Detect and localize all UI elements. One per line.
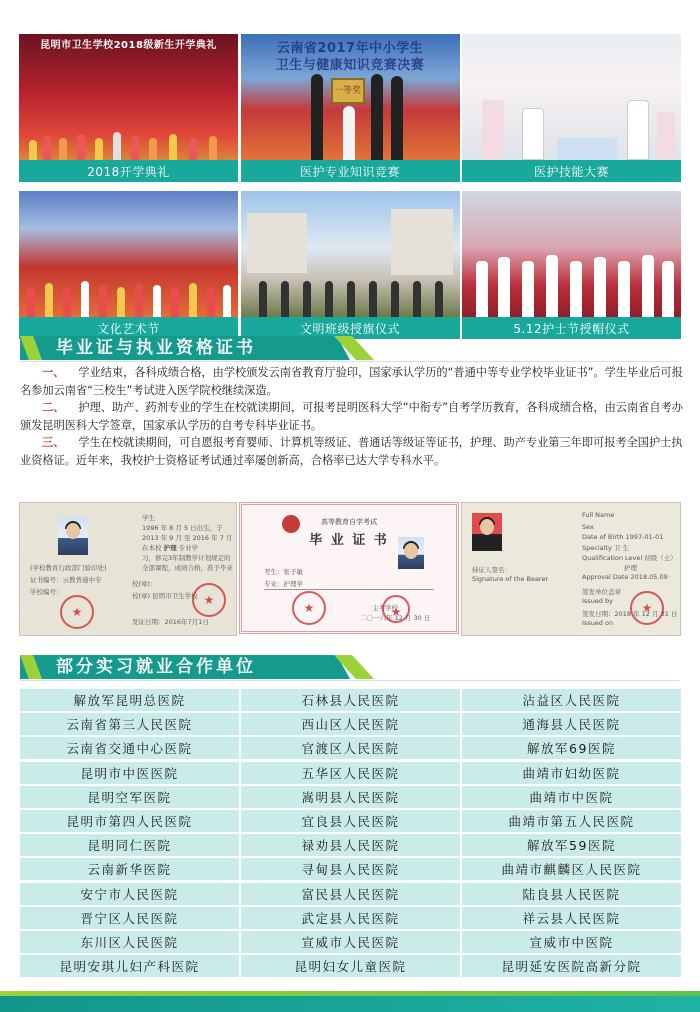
official-seal — [192, 583, 226, 617]
photo-card-arts — [19, 191, 238, 339]
photo-card-nurses-day — [462, 191, 681, 339]
photo-caption: 医护技能大赛 — [462, 160, 681, 182]
footer-bar — [0, 996, 700, 1012]
section-title: 毕业证与执业资格证书 — [56, 338, 256, 358]
emblem-icon — [282, 515, 300, 533]
cert-text: 主考学校 — [372, 604, 398, 612]
cert-text: Issued on — [582, 619, 614, 627]
partner-hospitals-grid — [20, 689, 680, 977]
partner-hospital: 昆明安琪儿妇产科医院 — [20, 955, 239, 977]
paragraph-number: 二、 — [42, 401, 65, 415]
photo-opening-ceremony — [19, 34, 238, 160]
partner-hospital: 宣威市人民医院 — [241, 931, 460, 953]
photo-banner: 云南省2017年中小学生 — [276, 41, 424, 56]
partner-hospital: 昆明妇女儿童医院 — [241, 955, 460, 977]
partner-hospital: 官渡区人民医院 — [241, 737, 460, 759]
cert-title: 毕 业 证 书 — [309, 533, 389, 548]
photo-banner-2: 卫生与健康知识竞赛决赛 — [275, 58, 425, 73]
section-header-certificates — [20, 332, 680, 362]
photo-arts-festival — [19, 191, 238, 317]
paragraph-number: 一、 — [42, 366, 65, 379]
crowd — [19, 110, 238, 160]
cert-text: Issued by — [582, 597, 613, 605]
certificate-secondary-diploma — [19, 502, 237, 636]
photo-card-opening — [19, 34, 238, 182]
partner-hospital: 五华区人民医院 — [241, 762, 460, 784]
official-seal — [630, 591, 664, 625]
photo-caption: 文明班级授旗仪式 — [241, 317, 460, 339]
cert-text: 发证日期：2016年7月1日 — [132, 618, 209, 626]
paragraph-text: 学业结束，各科成绩合格，由学校颁发云南省教育厅验印，国家承认学历的“普通中等专业学校毕业证书”。学生毕业后可报名参加云南省“三校生”考试进入医学院校继续深造。 — [20, 366, 683, 397]
cert-text: Full Name — [582, 511, 615, 519]
photo-skills-contest — [462, 34, 681, 160]
cert-text: 校(章) 昆明市卫生学校 — [132, 592, 198, 600]
partner-hospital: 解放军昆明总医院 — [20, 689, 239, 711]
cert-text: Approval Date 2018.05.09 — [582, 573, 668, 581]
photo-card-contest — [241, 34, 460, 182]
partner-hospital: 禄劝县人民医院 — [241, 834, 460, 856]
partner-hospital: 宣威市中医院 — [462, 931, 681, 953]
partner-hospital: 嵩明县人民医院 — [241, 786, 460, 808]
cert-text: 二〇一六年 12 月 30 日 — [360, 614, 431, 622]
partner-hospital: 通海县人民医院 — [462, 713, 681, 735]
partner-hospital: 武定县人民医院 — [241, 907, 460, 929]
award-plaque: 一等奖 — [331, 78, 365, 104]
cert-header: 高等教育自学考试 — [321, 518, 377, 526]
photo-banner: 昆明市卫生学校2018级新生开学典礼 — [40, 40, 217, 51]
cert-text: Specialty 卫 生 — [582, 544, 629, 552]
partner-hospital: 曲靖市中医院 — [462, 786, 681, 808]
cert-text: 签发单位盖章 — [582, 588, 621, 596]
holder-photo — [472, 513, 502, 551]
paragraph-2 — [20, 399, 685, 434]
partner-hospital: 云南新华医院 — [20, 858, 239, 880]
cert-text: (学校教育行政部门验印处) — [30, 564, 107, 572]
cert-text: Date of Birth 1997-01-01 — [582, 533, 664, 541]
photo-caption: 5.12护士节授帽仪式 — [462, 317, 681, 339]
partner-hospital: 富民县人民医院 — [241, 883, 460, 905]
partner-hospital: 云南省第三人民医院 — [20, 713, 239, 735]
cert-text: Sex — [582, 523, 594, 531]
partner-hospital: 昆明空军医院 — [20, 786, 239, 808]
certificate-nurse-license — [461, 502, 681, 636]
partner-hospital: 昆明市第四人民医院 — [20, 810, 239, 832]
paragraph-text: 学生在校就读期间，可自愿报考育婴师、计算机等级证、普通话等级证等证书，护理、助产专业第三年即可报考全国护士执业资格证。近年来，我校护士资格证考试通过率屡创新高，合格率已达大学专科水平。 — [20, 436, 683, 467]
photo-caption: 文化艺术节 — [19, 317, 238, 339]
cert-text: 签发日期：2018 年 12 月 31 日 — [582, 610, 678, 618]
cert-text: 全部课程，成绩合格，准予毕业 — [142, 564, 233, 572]
nurse-rows — [462, 247, 681, 317]
official-seal — [292, 591, 326, 625]
partner-hospital: 昆明同仁医院 — [20, 834, 239, 856]
cert-text: 校(章)： — [132, 580, 157, 588]
partner-hospital: 曲靖市第五人民医院 — [462, 810, 681, 832]
cert-text: 专业：护理学 — [264, 580, 303, 588]
partner-hospital: 安宁市人民医院 — [20, 883, 239, 905]
partner-hospital: 西山区人民医院 — [241, 713, 460, 735]
cert-text: 在本校 护理 专业学 — [142, 544, 199, 552]
cert-text: 考生：张子敏 — [264, 568, 303, 576]
partner-hospital: 解放军69医院 — [462, 737, 681, 759]
partner-hospital: 昆明延安医院高新分院 — [462, 955, 681, 977]
partner-hospital: 曲靖市妇幼医院 — [462, 762, 681, 784]
students — [241, 271, 460, 317]
photo-grid — [19, 34, 681, 339]
paragraph-1 — [20, 364, 685, 399]
partner-hospital: 东川区人民医院 — [20, 931, 239, 953]
photo-flag-ceremony — [241, 191, 460, 317]
partner-hospital: 石林县人民医院 — [241, 689, 460, 711]
performers — [19, 267, 238, 317]
photo-caption: 医护专业知识竞赛 — [241, 160, 460, 182]
section-header-partners — [20, 651, 680, 681]
partner-hospital: 晋宁区人民医院 — [20, 907, 239, 929]
partner-hospital: 宜良县人民医院 — [241, 810, 460, 832]
photo-nurses-day — [462, 191, 681, 317]
student-photo — [58, 517, 88, 555]
cert-text: 2013 年 9 月 至 2016 年 7 月 — [142, 534, 233, 542]
paragraph-3 — [20, 434, 685, 469]
cert-text: 习，修完3年制教学计划规定的 — [142, 554, 231, 562]
partner-hospital: 曲靖市麒麟区人民医院 — [462, 858, 681, 880]
cert-text: 护理 — [624, 564, 637, 572]
section-title: 部分实习就业合作单位 — [56, 657, 256, 677]
partner-hospital: 祥云县人民医院 — [462, 907, 681, 929]
cert-text: 学生 — [142, 514, 155, 522]
partner-hospital: 陆良县人民医院 — [462, 883, 681, 905]
paragraph-number: 三、 — [42, 436, 65, 450]
paragraph-text: 护理、助产、药剂专业的学生在校就读期间，可报考昆明医科大学“中衔专”自考学历教育，各科成绩合格，由云南省自考办颁发昆明医科大学签章，国家承认学历的自考专科毕业证书。 — [20, 401, 683, 432]
student-photo — [398, 537, 424, 569]
education-seal — [60, 595, 94, 629]
cert-text: 1996 年 8 月 5 日出生，于 — [142, 524, 223, 532]
photo-card-skills — [462, 34, 681, 182]
certificate-images — [19, 502, 681, 634]
photo-caption: 2018开学典礼 — [19, 160, 238, 182]
partner-hospital: 沾益区人民医院 — [462, 689, 681, 711]
cert-text: Signature of the Bearer — [472, 575, 549, 583]
photo-card-flag — [241, 191, 460, 339]
cert-text: 持证人签名： — [472, 566, 511, 574]
certificate-self-study-diploma — [239, 502, 459, 634]
cert-text: Qualification Level 初级（士） — [582, 554, 677, 562]
cert-text: 证书编号：云教普通中专 — [30, 576, 102, 584]
partner-hospital: 昆明市中医医院 — [20, 762, 239, 784]
partner-hospital: 寻甸县人民医院 — [241, 858, 460, 880]
official-seal — [382, 595, 410, 623]
certificate-description — [20, 364, 685, 470]
partner-hospital: 解放军59医院 — [462, 834, 681, 856]
partner-hospital: 云南省交通中心医院 — [20, 737, 239, 759]
cert-text: 学校编号： — [30, 588, 63, 596]
photo-knowledge-contest — [241, 34, 460, 160]
nurses — [462, 90, 681, 160]
